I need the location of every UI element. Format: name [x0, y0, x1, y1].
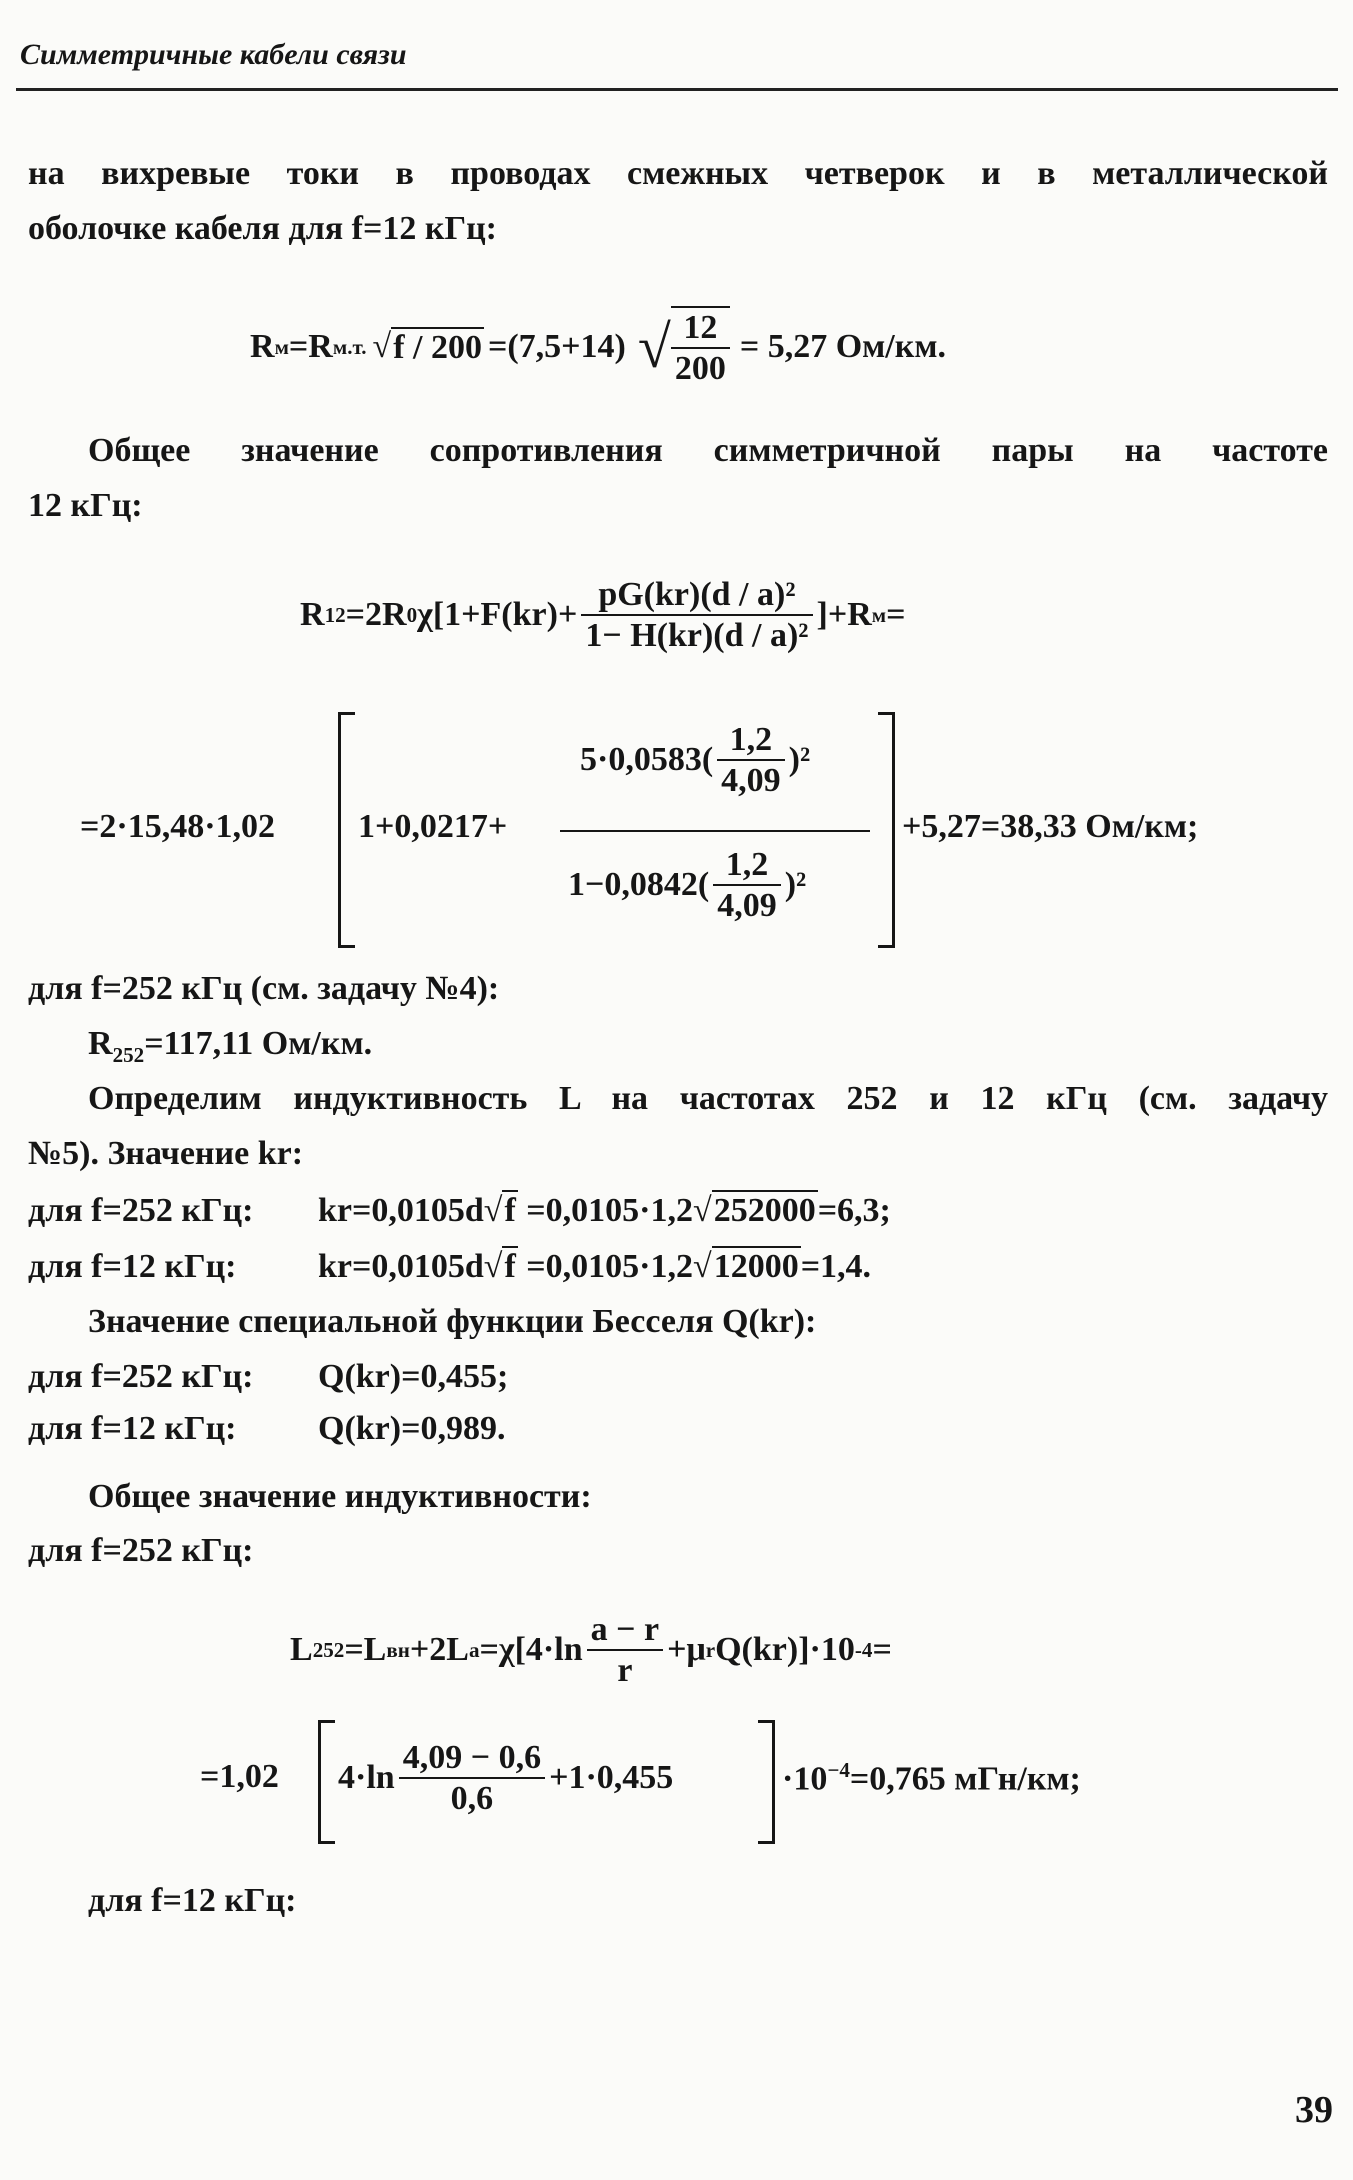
eq6-num: 4,09 − 0,6: [399, 1738, 545, 1779]
running-header: Симметричные кабели связи: [20, 38, 407, 71]
eq4-rhs: =117,11 Ом/км.: [144, 1025, 373, 1062]
eq1-mid: =(7,5+14): [487, 328, 626, 365]
eq3-denominator: [568, 845, 806, 925]
eq5-part6: =: [872, 1631, 892, 1668]
eq1-den: 200: [674, 350, 726, 387]
eq6-inner: [338, 1722, 673, 1834]
kr-sqrt-12: f: [504, 1248, 516, 1285]
eq5-part1: =L: [344, 1631, 387, 1668]
eq6-den: 0,6: [450, 1780, 494, 1817]
eq3-main-fraction-bar: [560, 830, 870, 832]
eq6-prefix: =1,02: [200, 1758, 279, 1795]
sqrt-sign: √: [693, 1192, 712, 1229]
sqrt-sign: √: [483, 1248, 503, 1285]
q-label-252: для f=252 кГц:: [28, 1358, 254, 1395]
eq6-tail-sup: −4: [827, 1758, 850, 1782]
eq3-num-pow: )²: [788, 741, 811, 779]
eq6-right-bracket: [758, 1720, 775, 1844]
kr-sqrt-12b: 12000: [713, 1248, 799, 1285]
eq6-tail: [782, 1758, 1081, 1798]
paragraph-inductance-line2: №5). Значение kr:: [28, 1135, 304, 1172]
eq3-left-bracket: [338, 712, 355, 948]
eq2-num: pG(kr)(d / a)²: [581, 575, 812, 616]
eq6-left-bracket: [318, 1720, 335, 1844]
q-value-12: Q(kr)=0,989.: [318, 1410, 506, 1447]
eq5-part4-sub: r: [705, 1637, 716, 1662]
paragraph-eddy-currents-line2: оболочке кабеля для f=12 кГц:: [28, 210, 497, 247]
eq4-lhs-sub: 252: [112, 1042, 145, 1067]
eq2-part1: =2R: [345, 596, 407, 633]
eq2-part1-sub: 0: [406, 602, 418, 627]
eq3-num-frac-den: 4,09: [721, 762, 781, 800]
eq4-lhs: R: [88, 1025, 113, 1062]
eq2-part2: χ[1+F(kr)+: [417, 596, 578, 633]
eq3-den-pow: )²: [784, 866, 807, 904]
eq3-den-coef: 1−0,0842(: [568, 866, 710, 904]
eq5-fraction: [587, 1610, 663, 1690]
eq6-tail-text: ·10: [782, 1760, 828, 1798]
eq2-lhs: R: [300, 596, 325, 633]
eq2-tail-end: =: [886, 596, 906, 633]
eq3-den-frac-num: 1,2: [713, 845, 781, 886]
paragraph-total-inductance: Общее значение индуктивности:: [88, 1478, 592, 1515]
eq1-result: = 5,27 Ом/км.: [739, 328, 947, 365]
eq5-part5-sup: -4: [854, 1637, 873, 1662]
eq5-part1-sub: вн: [386, 1637, 410, 1662]
kr-sqrt-252: f: [504, 1192, 516, 1229]
eq6-fraction: [399, 1738, 545, 1818]
eq3-den-frac-den: 4,09: [717, 887, 777, 925]
eq6-inner2: +1·0,455: [549, 1759, 674, 1796]
equation-r12: [300, 560, 905, 670]
eq3-den-frac: [713, 845, 781, 925]
kr-expr-252: [318, 1192, 891, 1230]
eq1-num: 12: [671, 308, 730, 349]
equation-l252: [290, 1595, 892, 1705]
kr-expr-12-a: kr=0,0105d: [318, 1248, 484, 1285]
paragraph-f252-ref: для f=252 кГц (см. задачу №4):: [28, 970, 500, 1007]
paragraph-total-resistance-line1: Общее значение сопротивления симметричной пары на частоте: [88, 432, 1328, 469]
eq1-lhs-sub: м: [274, 334, 289, 359]
eq3-right-bracket: [878, 712, 895, 948]
eq6-result: =0,765 мГн/км;: [849, 1760, 1081, 1798]
eq5-lhs-sub: 252: [312, 1637, 345, 1662]
q-label-12: для f=12 кГц:: [28, 1410, 237, 1447]
q-value-252: Q(kr)=0,455;: [318, 1358, 509, 1395]
paragraph-bessel: Значение специальной функции Бесселя Q(kr):: [88, 1303, 817, 1340]
eq2-tail-sub: м: [871, 602, 887, 627]
eq3-numerator: [580, 720, 810, 800]
paragraph-total-resistance-line2: 12 кГц:: [28, 487, 143, 524]
big-sqrt-sign: √: [637, 313, 671, 380]
eq2-tail: ]+R: [816, 596, 872, 633]
eq5-part5: Q(kr)]·10: [715, 1631, 855, 1668]
eq5-part4: +μ: [667, 1631, 706, 1668]
kr-label-12: для f=12 кГц:: [28, 1248, 237, 1285]
eq5-lhs: L: [290, 1631, 313, 1668]
equation-rm: [250, 292, 946, 402]
sqrt-sign: √: [483, 1192, 503, 1229]
eq2-lhs-sub: 12: [324, 602, 346, 627]
paragraph-inductance-line1: Определим индуктивность L на частотах 252 и 12 кГц (см. задачу: [88, 1080, 1328, 1117]
eq1-rmt-sub: м.т.: [332, 334, 367, 359]
kr-sqrt-252b: 252000: [713, 1192, 816, 1229]
eq3-prefix: =2·15,48·1,02: [80, 808, 276, 845]
paragraph-eddy-currents-line1: на вихревые токи в проводах смежных четверок и в металлической: [28, 155, 1328, 192]
paragraph-f12: для f=12 кГц:: [88, 1882, 297, 1919]
eq1-lhs: R: [250, 328, 275, 365]
eq2-den: 1− H(kr)(d / a)²: [585, 617, 809, 654]
paragraph-f252: для f=252 кГц:: [28, 1532, 254, 1569]
kr-expr-12-b: =0,0105·1,2: [526, 1248, 694, 1285]
eq3-num-frac-num: 1,2: [717, 720, 785, 761]
page-number: 39: [1295, 2089, 1333, 2131]
header-rule: [16, 88, 1338, 91]
eq3-result: +5,27=38,33 Ом/км;: [902, 808, 1199, 845]
eq3-num-frac: [717, 720, 785, 800]
kr-expr-252-a: kr=0,0105d: [318, 1192, 484, 1229]
eq5-part3: =χ[4·ln: [479, 1631, 583, 1668]
eq1-sqrt-expr: f / 200: [393, 329, 482, 366]
eq6-inner1: 4·ln: [338, 1759, 395, 1796]
eq5-part2: +2L: [409, 1631, 469, 1668]
kr-result-252: =6,3;: [817, 1192, 891, 1229]
eq1-fraction: [671, 306, 730, 388]
eq5-part2-sub: a: [468, 1637, 480, 1662]
eq5-num: a − r: [587, 1610, 663, 1651]
sqrt-sign: √: [372, 328, 392, 365]
eq3-inner-prefix: 1+0,0217+: [358, 808, 508, 845]
kr-expr-252-b: =0,0105·1,2: [526, 1192, 694, 1229]
eq5-den: r: [617, 1652, 633, 1689]
eq3-num-coef: 5·0,0583(: [580, 741, 714, 779]
kr-expr-12: [318, 1248, 871, 1286]
sqrt-sign: √: [693, 1248, 712, 1285]
eq1-rmt: =R: [288, 328, 333, 365]
eq2-fraction: [581, 575, 812, 655]
equation-r252: [88, 1025, 372, 1068]
kr-result-12: =1,4.: [800, 1248, 872, 1285]
kr-label-252: для f=252 кГц:: [28, 1192, 254, 1229]
